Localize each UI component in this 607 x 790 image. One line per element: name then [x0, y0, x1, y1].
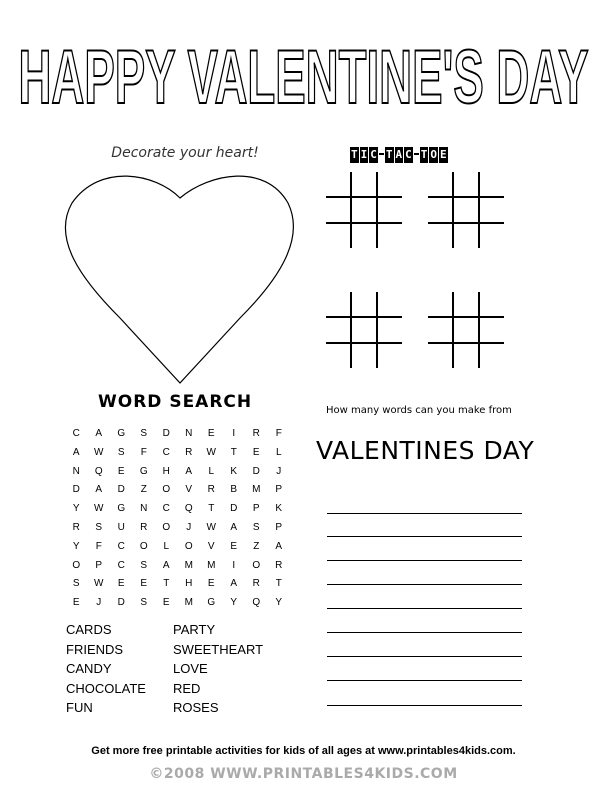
page-title [0, 28, 607, 128]
word-search-letter[interactable]: E [162, 597, 170, 609]
word-search-letter[interactable]: H [185, 578, 193, 590]
word-search-letter[interactable]: V [185, 484, 193, 496]
word-search-letter[interactable]: J [186, 521, 192, 533]
word-search-letter[interactable]: A [185, 465, 193, 477]
word-search-letter[interactable]: A [95, 428, 103, 439]
answer-line[interactable] [327, 608, 522, 609]
heart-drawing[interactable] [60, 168, 305, 388]
word-list-item: ROSES [173, 700, 219, 715]
word-search-letter[interactable]: F [95, 540, 102, 552]
word-search-row [65, 538, 290, 557]
word-search-letter[interactable]: C [117, 559, 125, 571]
word-search-letter[interactable]: T [208, 503, 215, 515]
tic-tac-toe-board-3[interactable] [326, 292, 402, 368]
word-search-letter[interactable]: Z [253, 540, 260, 552]
word-search-letter[interactable]: W [206, 446, 216, 458]
word-search-letter[interactable]: G [207, 597, 216, 609]
tic-tac-toe-title [350, 145, 505, 165]
title-letter: A [395, 148, 403, 161]
word-search-letter[interactable]: P [275, 521, 283, 533]
word-list-item: SWEETHEART [173, 641, 264, 657]
word-search-letter[interactable]: M [184, 597, 193, 609]
word-list-right [173, 620, 263, 718]
word-search-letter[interactable]: Z [140, 484, 147, 496]
word-game-phrase: VALENTINES DAY [316, 436, 535, 465]
word-search-letter[interactable]: S [117, 446, 125, 458]
word-search-letter[interactable]: W [94, 503, 104, 515]
title-dash [414, 153, 419, 155]
tic-tac-toe-board-4[interactable] [428, 292, 504, 368]
word-search-letter[interactable]: S [95, 521, 103, 533]
title-letter: T [385, 148, 393, 161]
word-search-letter[interactable]: G [139, 465, 148, 477]
title-letter: I [360, 148, 368, 161]
word-search-letter[interactable]: O [162, 484, 171, 496]
answer-line[interactable] [327, 656, 522, 657]
word-search-row [65, 481, 290, 500]
word-search-letter[interactable]: C [117, 540, 125, 552]
heart-icon [60, 168, 305, 388]
word-search-letter[interactable]: O [139, 540, 148, 552]
word-search-letter[interactable]: I [232, 428, 236, 439]
word-list-item: FUN [66, 700, 93, 715]
word-search-letter[interactable]: L [208, 465, 215, 477]
answer-line[interactable] [327, 560, 522, 561]
word-search-letter[interactable]: V [207, 540, 215, 552]
word-search-letter[interactable]: D [117, 597, 125, 609]
word-search-letter[interactable]: R [252, 428, 260, 439]
word-search-letter[interactable]: T [230, 446, 237, 458]
word-search-letter[interactable]: A [72, 446, 80, 458]
word-search-letter[interactable]: R [252, 578, 260, 590]
answer-line[interactable] [327, 584, 522, 585]
word-search-letter[interactable]: J [276, 465, 282, 477]
word-search-letter[interactable]: Y [275, 597, 283, 609]
word-search-letter[interactable]: J [96, 597, 102, 609]
copyright-text: ©2008 WWW.PRINTABLES4KIDS.COM [149, 766, 458, 782]
title-letter: C [370, 148, 377, 161]
word-search-row [65, 575, 290, 594]
word-search-row [65, 444, 290, 463]
word-search-letter[interactable]: S [140, 428, 148, 439]
word-search-letter[interactable]: R [185, 446, 193, 458]
word-search-letter[interactable]: L [163, 540, 170, 552]
word-search-letter[interactable]: O [252, 559, 261, 571]
page-title-svg [0, 28, 607, 128]
word-search-row [65, 594, 290, 613]
word-search-letter[interactable]: D [230, 503, 238, 515]
word-search-letter[interactable]: E [252, 446, 260, 458]
answer-line[interactable] [327, 536, 522, 537]
word-search-letter[interactable]: U [117, 521, 125, 533]
tic-tac-toe-board-1[interactable] [326, 172, 402, 248]
word-search-letter[interactable]: E [117, 465, 125, 477]
heart-caption: Decorate your heart! [111, 145, 259, 161]
word-search-letter[interactable]: D [72, 484, 80, 496]
word-search-letter[interactable]: S [252, 521, 260, 533]
word-search-letter[interactable]: A [230, 578, 238, 590]
title-letter: E [440, 148, 447, 161]
word-search-letter[interactable]: M [207, 559, 216, 571]
word-search-letter[interactable]: F [275, 428, 282, 439]
title-dash [379, 153, 384, 155]
word-search-letter[interactable]: Q [252, 597, 261, 609]
word-search-letter[interactable]: B [230, 484, 238, 496]
word-search-letter[interactable]: C [72, 428, 80, 439]
word-search-letter[interactable]: D [162, 428, 170, 439]
word-search-letter[interactable]: H [162, 465, 170, 477]
word-search-letter[interactable]: N [140, 503, 148, 515]
word-search-letter[interactable]: W [94, 446, 104, 458]
word-search-letter[interactable]: Q [94, 465, 103, 477]
word-list-item: CANDY [66, 661, 112, 676]
word-search-letter[interactable]: G [117, 428, 126, 439]
word-search-letter[interactable]: D [117, 484, 125, 496]
word-search-letter[interactable]: A [95, 484, 103, 496]
word-search-letter[interactable]: P [95, 559, 103, 571]
word-search-row [65, 500, 290, 519]
tic-tac-toe-board-2[interactable] [428, 172, 504, 248]
word-search-letter[interactable]: O [72, 559, 81, 571]
word-search-letter[interactable]: E [140, 578, 148, 590]
word-search-title: WORD SEARCH [98, 392, 253, 412]
word-search-letter[interactable]: G [117, 503, 126, 515]
word-search-letter[interactable]: E [207, 428, 215, 439]
word-search-letter[interactable]: P [252, 503, 260, 515]
footer-text: Get more free printable activities for kids of all ages at www.printables4kids.com. [91, 745, 516, 757]
word-list-left [66, 620, 146, 718]
word-list-item: FRIENDS [66, 641, 124, 657]
word-search-letter[interactable]: A [275, 540, 283, 552]
word-search-letter[interactable]: Q [184, 503, 193, 515]
title-letter: C [405, 148, 412, 161]
word-search-letter[interactable]: R [275, 559, 283, 571]
word-search-letter[interactable]: A [162, 559, 170, 571]
word-search-letter[interactable]: L [275, 446, 282, 458]
word-search-letter[interactable]: R [207, 484, 215, 496]
word-search-letter[interactable]: E [117, 578, 125, 590]
word-list-item: CHOCOLATE [66, 680, 146, 696]
word-search-letter[interactable]: I [232, 559, 236, 571]
answer-line[interactable] [327, 680, 522, 681]
word-search-letter[interactable]: Y [72, 540, 80, 552]
word-search-letter[interactable]: C [162, 446, 170, 458]
word-search-letter[interactable]: T [163, 578, 170, 590]
word-search-letter[interactable]: N [72, 465, 80, 477]
word-search-letter[interactable]: S [140, 559, 148, 571]
word-search-letter[interactable]: M [184, 559, 193, 571]
word-search-letter[interactable]: Y [230, 597, 238, 609]
page-title-text: HAPPY VALENTINE'S DAY [18, 35, 589, 120]
word-search-letter[interactable]: S [72, 578, 80, 590]
word-search-letter[interactable]: S [140, 597, 148, 609]
word-search-row [65, 519, 290, 538]
word-search-row [65, 463, 290, 482]
answer-line[interactable] [327, 513, 522, 514]
word-list-item: RED [173, 680, 201, 696]
word-list-item: PARTY [173, 622, 216, 637]
title-letter: T [351, 148, 358, 161]
title-letter: O [430, 148, 437, 161]
word-search-letter[interactable]: R [72, 521, 80, 533]
answer-line[interactable] [327, 632, 522, 633]
word-search-grid[interactable] [65, 425, 290, 613]
word-search-letter[interactable]: P [275, 484, 283, 496]
word-search-letter[interactable]: K [275, 503, 283, 515]
word-search-letter[interactable]: O [162, 521, 171, 533]
word-search-letter[interactable]: T [275, 578, 282, 590]
word-search-letter[interactable]: D [252, 465, 260, 477]
word-search-letter[interactable]: M [252, 484, 261, 496]
word-search-letter[interactable]: F [140, 446, 147, 458]
word-search-letter[interactable]: E [207, 578, 215, 590]
word-list-item: CARDS [66, 622, 112, 637]
word-search-letter[interactable]: W [206, 521, 216, 533]
word-search-letter[interactable]: R [140, 521, 148, 533]
word-list-item: LOVE [173, 661, 208, 676]
word-search-row [65, 425, 290, 444]
word-search-letter[interactable]: Y [72, 503, 80, 515]
word-search-letter[interactable]: K [230, 465, 238, 477]
word-search-letter[interactable]: W [94, 578, 104, 590]
word-search-letter[interactable]: N [185, 428, 193, 439]
word-game-prompt: How many words can you make from [326, 405, 512, 416]
title-letter: T [420, 148, 428, 161]
answer-line[interactable] [327, 705, 522, 706]
word-search-letter[interactable]: E [72, 597, 80, 609]
word-search-letter[interactable]: C [162, 503, 170, 515]
word-search-letter[interactable]: E [230, 540, 238, 552]
word-search-letter[interactable]: A [230, 521, 238, 533]
word-search-row [65, 557, 290, 576]
word-search-letter[interactable]: O [184, 540, 193, 552]
